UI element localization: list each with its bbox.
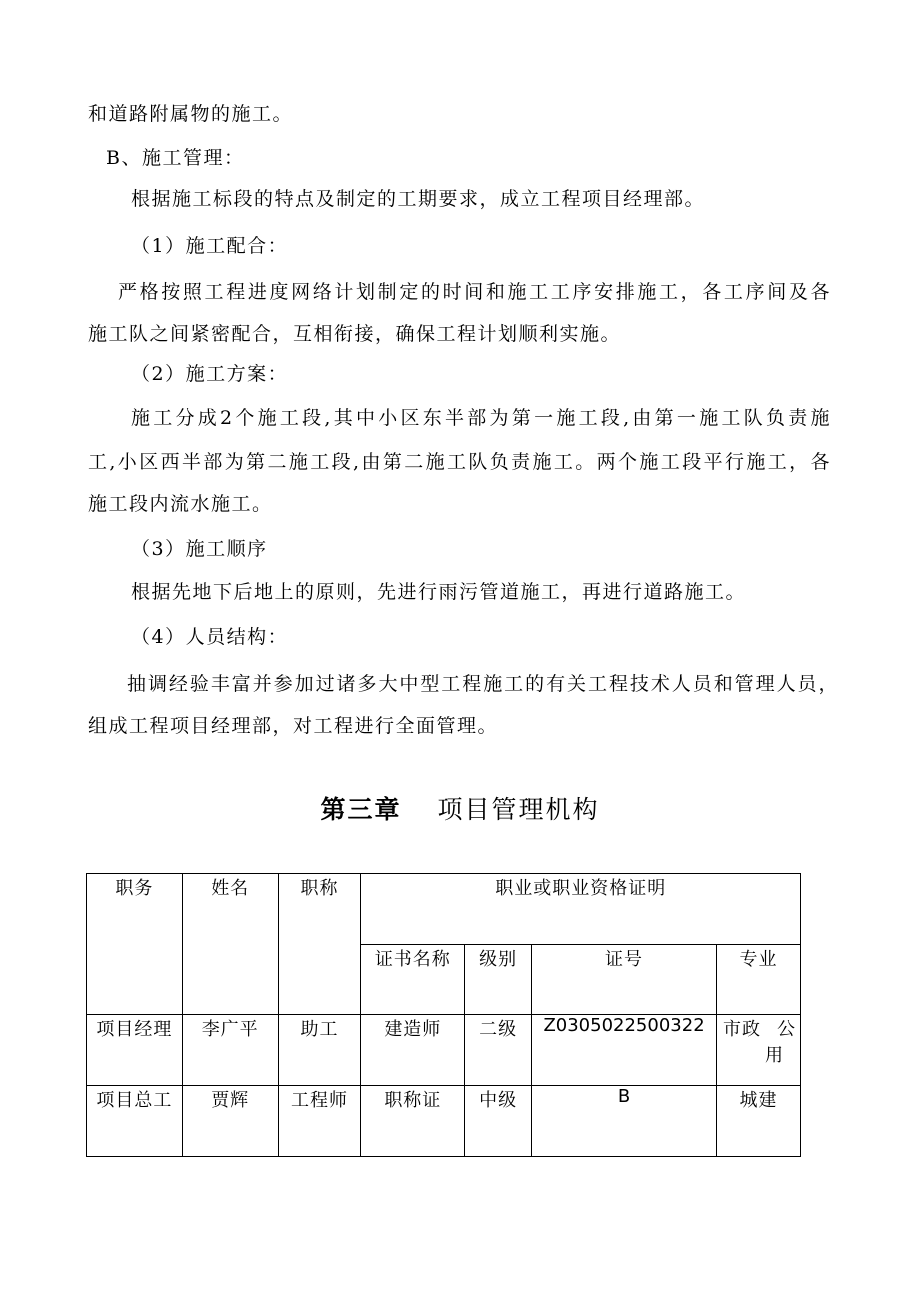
cell-major: 城建 xyxy=(717,1086,801,1157)
chapter-name: 项目管理机构 xyxy=(437,795,600,824)
cell-name: 贾辉 xyxy=(182,1086,278,1157)
table-row xyxy=(87,1086,801,1157)
paragraph-line: 严格按照工程进度网络计划制定的时间和施工工序安排施工，各工序间及各 xyxy=(118,281,831,303)
subheading-sequence: （3）施工顺序 xyxy=(131,538,268,560)
header-cert-no: 证号 xyxy=(532,945,717,1015)
section-heading-construction-management: B、施工管理： xyxy=(106,147,245,169)
cell-position: 项目总工 xyxy=(87,1086,183,1157)
chapter-number: 第三章 xyxy=(320,795,402,824)
subheading-coordination: （1）施工配合： xyxy=(131,235,289,257)
major-part-b: 公 xyxy=(777,1019,796,1040)
paragraph-line: 抽调经验丰富并参加过诸多大中型工程施工的有关工程技术人员和管理人员， xyxy=(127,673,839,695)
paragraph-line: 施工段内流水施工。 xyxy=(88,493,273,515)
cell-title: 助工 xyxy=(278,1015,361,1086)
major-part-c: 用 xyxy=(765,1045,784,1066)
major-part-a: 市政 xyxy=(723,1019,762,1040)
header-qualification: 职业或职业资格证明 xyxy=(361,874,801,945)
cell-cert-no: B xyxy=(532,1086,717,1157)
project-staff-table xyxy=(86,873,801,1157)
paragraph-line: 根据施工标段的特点及制定的工期要求，成立工程项目经理部。 xyxy=(131,188,706,210)
header-name: 姓名 xyxy=(182,874,278,1015)
cell-level: 中级 xyxy=(465,1086,532,1157)
table-row xyxy=(87,1015,801,1086)
header-title: 职称 xyxy=(278,874,361,1015)
cell-major xyxy=(717,1015,801,1086)
header-cert-name: 证书名称 xyxy=(361,945,465,1015)
cell-cert-no: Z0305022500322 xyxy=(532,1015,717,1086)
cell-position: 项目经理 xyxy=(87,1015,183,1086)
header-level: 级别 xyxy=(465,945,532,1015)
paragraph-line: 施工队之间紧密配合，互相衔接，确保工程计划顺利实施。 xyxy=(88,323,622,345)
paragraph-line: 根据先地下后地上的原则，先进行雨污管道施工，再进行道路施工。 xyxy=(131,581,747,603)
header-position: 职务 xyxy=(87,874,183,1015)
paragraph-line: 和道路附属物的施工。 xyxy=(88,103,294,125)
header-major: 专业 xyxy=(717,945,801,1015)
paragraph-line: 施工分成2个施工段,其中小区东半部为第一施工段,由第一施工队负责施 xyxy=(131,407,831,429)
cell-cert-name: 建造师 xyxy=(361,1015,465,1086)
paragraph-line: 工,小区西半部为第二施工段,由第二施工队负责施工。两个施工段平行施工，各 xyxy=(88,451,831,473)
paragraph-line: 组成工程项目经理部，对工程进行全面管理。 xyxy=(88,715,499,737)
subheading-staff-structure: （4）人员结构： xyxy=(131,626,289,648)
cell-level: 二级 xyxy=(465,1015,532,1086)
chapter-title xyxy=(0,795,920,825)
cell-name: 李广平 xyxy=(182,1015,278,1086)
cell-cert-name: 职称证 xyxy=(361,1086,465,1157)
cell-title: 工程师 xyxy=(278,1086,361,1157)
table-header-row xyxy=(87,874,801,945)
subheading-plan: （2）施工方案： xyxy=(131,363,289,385)
